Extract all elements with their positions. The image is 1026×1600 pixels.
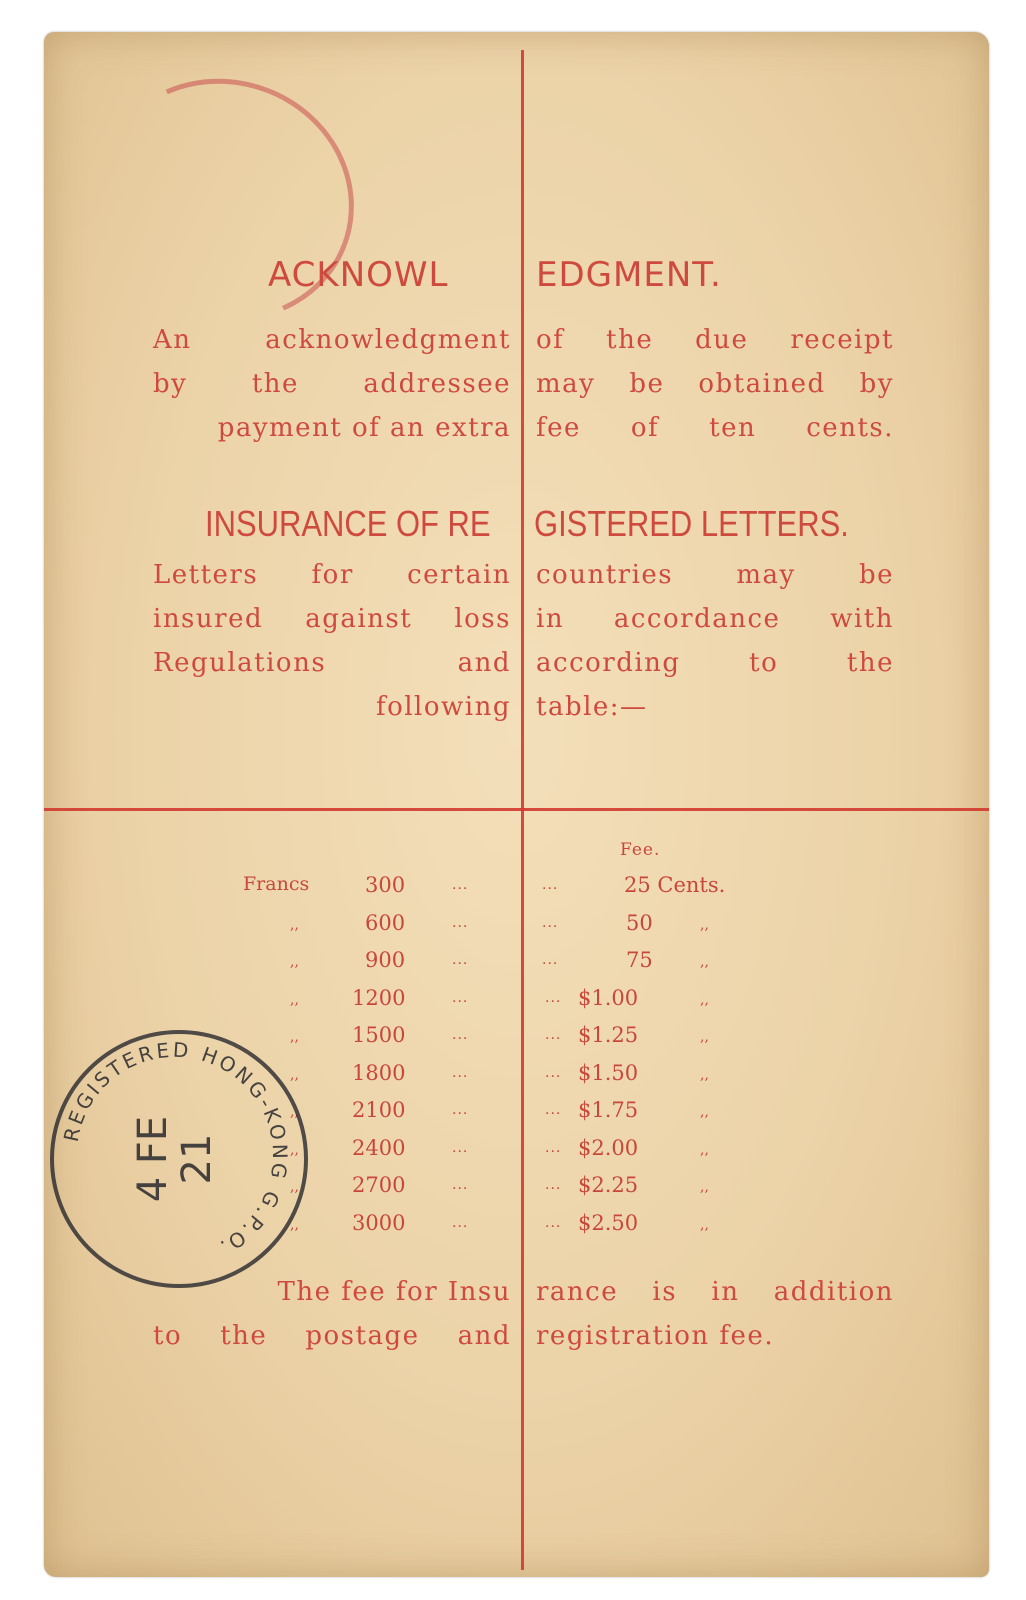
horizontal-divider-line: [44, 808, 989, 811]
postmark-ring-text: REGISTERED HONG-KONG G.P.O.: [58, 1037, 293, 1261]
ditto-mark: ,,: [700, 1029, 709, 1045]
francs-value: 2100: [352, 1098, 406, 1122]
ditto-mark: ,,: [700, 1141, 709, 1158]
francs-value: 1500: [352, 1023, 406, 1047]
leader-dots: ...: [452, 1064, 469, 1081]
ditto-mark: ,,: [700, 954, 709, 970]
acknowledgment-text-right: of the due receipt may be obtained by fee of ten cents.: [536, 325, 894, 443]
fee-value: $1.75: [578, 1098, 639, 1122]
fee-value: $1.50: [578, 1060, 639, 1085]
leader-dots: ...: [452, 952, 469, 968]
footer-text-left: The fee for Insu to the postage and: [153, 1277, 511, 1351]
fee-value: $2.25: [578, 1173, 639, 1197]
footer-text-right: rance is in addition registration fee.: [536, 1277, 894, 1351]
francs-value: 3000: [352, 1210, 406, 1235]
leader-dots: ...: [545, 1139, 562, 1156]
leader-dots: ...: [452, 989, 469, 1006]
ditto-mark: ,,: [290, 1216, 299, 1233]
ditto-mark: ,,: [290, 1141, 299, 1158]
francs-value: 600: [365, 910, 406, 935]
acknowledgment-title-left: ACKNOWL: [268, 255, 449, 295]
leader-dots: ...: [542, 877, 559, 893]
ditto-mark: ,,: [700, 1104, 709, 1120]
leader-dots: ...: [452, 914, 469, 931]
postmark-date: 4 FE 21: [130, 1115, 220, 1203]
ditto-mark: ,,: [700, 1179, 709, 1195]
francs-value: 2700: [352, 1173, 406, 1197]
fee-value: $2.00: [578, 1135, 639, 1160]
francs-value: 900: [365, 948, 406, 972]
ditto-mark: ,,: [700, 1066, 709, 1083]
leader-dots: ...: [452, 1102, 469, 1118]
fee-value: 25 Cents.: [624, 873, 726, 897]
ditto-mark: ,,: [290, 1066, 299, 1083]
fee-value: $1.00: [578, 985, 639, 1010]
leader-dots: ...: [452, 1177, 469, 1193]
ditto-mark: ,,: [290, 991, 299, 1008]
leader-dots: ...: [545, 1214, 562, 1231]
ditto-mark: ,,: [700, 991, 709, 1008]
ditto-mark: ,,: [700, 1216, 709, 1233]
fee-value: $1.25: [578, 1023, 639, 1047]
insurance-title-left: INSURANCE OF RE: [205, 503, 491, 544]
ditto-mark: ,,: [290, 954, 299, 970]
leader-dots: ...: [542, 952, 559, 968]
fee-value: 50: [626, 910, 653, 935]
francs-value: 300: [365, 873, 406, 897]
ditto-mark: ,,: [290, 1029, 299, 1045]
leader-dots: ...: [452, 877, 469, 893]
leader-dots: ...: [545, 1027, 562, 1043]
fee-column-header: Fee.: [620, 840, 661, 860]
francs-value: 1800: [352, 1060, 406, 1085]
ditto-mark: ,,: [700, 916, 709, 933]
leader-dots: ...: [545, 1177, 562, 1193]
leader-dots: ...: [542, 914, 559, 931]
currency-label: Francs: [243, 873, 310, 895]
insurance-text-left: Letters for certain insured against loss Regulations and following: [153, 560, 511, 722]
leader-dots: ...: [452, 1027, 469, 1043]
acknowledgment-title-right: EDGMENT.: [536, 255, 722, 295]
fee-value: $2.50: [578, 1210, 639, 1235]
francs-value: 1200: [352, 985, 406, 1010]
insurance-title-right: GISTERED LETTERS.: [534, 503, 849, 544]
ditto-mark: ,,: [290, 1179, 299, 1195]
francs-value: 2400: [352, 1135, 406, 1160]
leader-dots: ...: [452, 1214, 469, 1231]
insurance-text-right: countries may be in accordance with according to the table:—: [536, 560, 894, 722]
ditto-mark: ,,: [290, 1104, 299, 1120]
fee-value: 75: [626, 948, 653, 972]
leader-dots: ...: [452, 1139, 469, 1156]
leader-dots: ...: [545, 989, 562, 1006]
ditto-mark: ,,: [290, 916, 299, 933]
postmark-text: [50, 1030, 300, 1280]
leader-dots: ...: [545, 1102, 562, 1118]
leader-dots: ...: [545, 1064, 562, 1081]
acknowledgment-text-left: An acknowledgment by the addressee payment of an extra: [153, 325, 511, 443]
